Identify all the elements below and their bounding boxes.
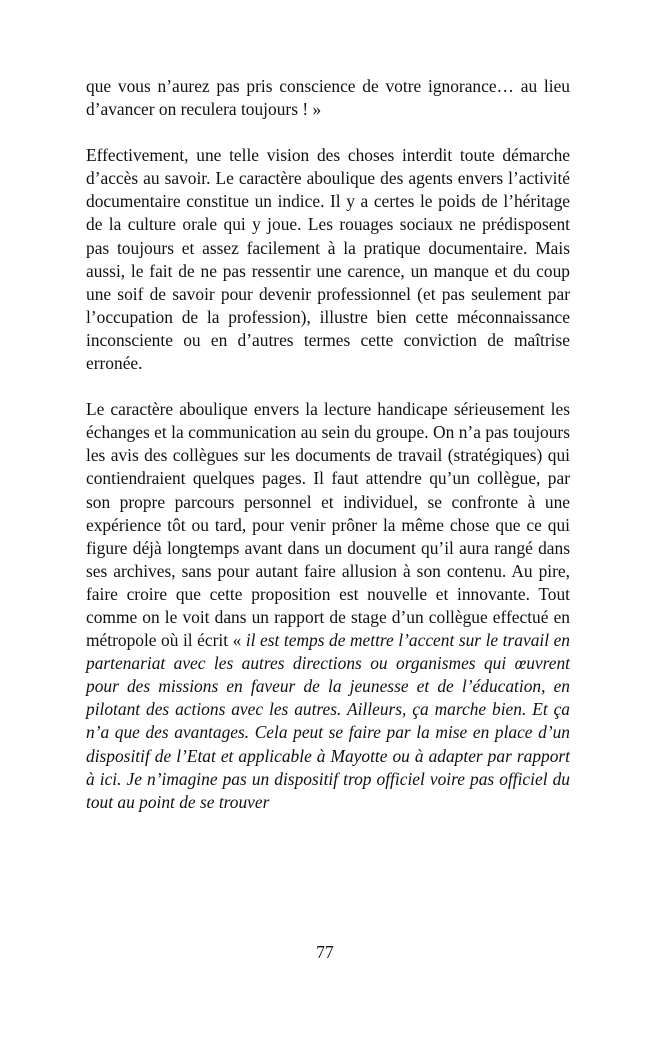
paragraph-text: que vous n’aurez pas pris conscience de votre ignorance… au lieu d’avancer on reculera toujours ! » [86, 76, 570, 120]
paragraph-text: Effectivement, une telle vision des choses interdit toute démarche d’accès au savoir. Le caractère aboulique des agents envers l’activité documentaire constitue un indice. Il y a certes le poids de l’héritage de la culture orale qui y joue. Les rouages sociaux ne prédisposent pas toujours et assez facilement à la pratique documentaire. Mais aussi, le fait de ne pas ressentir une carence, un manque et du coup une soif de savoir pour devenir professionnel (et pas seulement par l’occupation de la profession), illustre bien cette méconnaissance inconsciente ou en d’autres termes cette conviction de maîtrise erronée. [86, 145, 570, 374]
paragraph-quote-ending [86, 75, 570, 121]
page-body [86, 75, 570, 814]
paragraph-aboulique-lecture [86, 398, 570, 814]
paragraph-aboulique-savoir [86, 144, 570, 375]
page-number: 77 [316, 942, 334, 962]
paragraph-text: Le caractère aboulique envers la lecture handicape sérieusement les échanges et la communication au sein du groupe. On n’a pas toujours les avis des collègues sur les documents de travail (stratégiques) qui contiendraient quelques pages. Il faut attendre qu’un collègue, par son propre parcours personnel et individuel, se confronte à une expérience tôt ou tard, pour venir prôner la même chose que ce qui figure déjà longtemps avant dans un document qu’il aura rangé dans ses archives, sans pour autant faire allusion à son contenu. Au pire, faire croire que cette proposition est nouvelle et innovante. Tout comme on le voit dans un rapport de stage d’un collègue effectué en métropole où il écrit « [86, 399, 570, 651]
italic-quotation: il est temps de mettre l’accent sur le travail en partenariat avec les autres directions ou organismes qui œuvrent pour des missions en faveur de la jeunesse et de l’éducation, en pilotant des actions avec les autres. Ailleurs, ça marche bien. Et ça n’a que des avantages. Cela peut se faire par la mise en place d’un dispositif de l’Etat et applicable à Mayotte ou à adapter par rapport à ici. Je n’imagine pas un dispositif trop officiel voire pas officiel du tout au point de se trouver [86, 630, 570, 812]
